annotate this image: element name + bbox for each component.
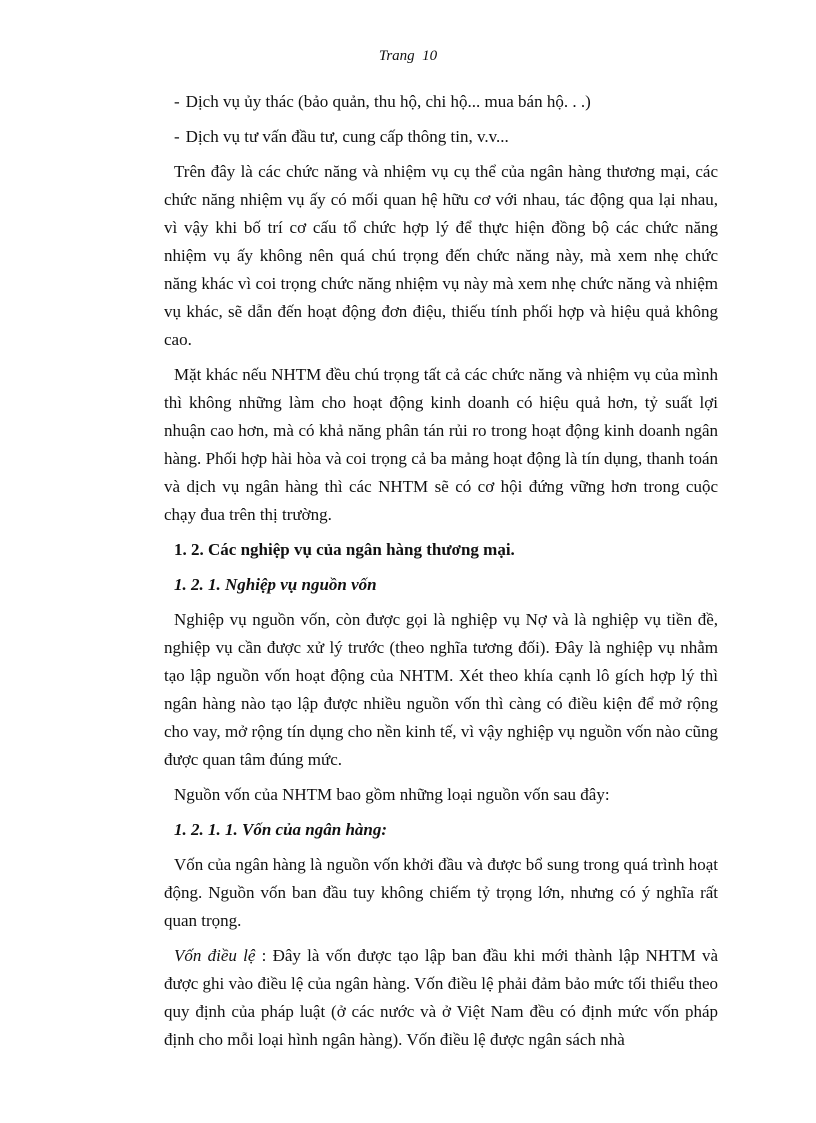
subsection-heading: 1. 2. 1. Nghiệp vụ nguồn vốn: [174, 575, 377, 594]
paragraph-bank-capital: Vốn của ngân hàng là nguồn vốn khởi đầu và được bổ sung trong quá trình hoạt động. Nguồn vốn ban đầu tuy không chiếm tỷ trọng lớn, nhưng có ý nghĩa rất quan trọng.: [164, 855, 718, 930]
page-header: [0, 48, 816, 65]
bullet-text: Dịch vụ ủy thác (bảo quản, thu hộ, chi hộ... mua bán hộ. . .): [185, 92, 591, 111]
paragraph-charter-capital: [164, 942, 718, 1054]
paragraph-capital-sources: Nguồn vốn của NHTM bao gồm những loại nguồn vốn sau đây:: [174, 785, 610, 804]
bullet-text: Dịch vụ tư vấn đầu tư, cung cấp thông tin, v.v...: [185, 127, 509, 146]
bullet-item: [164, 88, 718, 116]
bullet-item: [164, 123, 718, 151]
paragraph-functions-summary: Trên đây là các chức năng và nhiệm vụ cụ thể của ngân hàng thương mại, các chức năng nhiệm vụ ấy có mối quan hệ hữu cơ với nhau, tác động qua lại nhau, vì vậy khi bố trí cơ cấu tổ chức hợp lý để thực hiện đồng bộ các chức năng nhiệm vụ ấy không nên quá chú trọng đến chức năng này, mà xem nhẹ chức năng khác vì coi trọng chức năng nhiệm vụ này mà xem nhẹ chức năng và nhiệm vụ khác, sẽ dẫn đến hoạt động đơn điệu, thiếu tính phối hợp và hiệu quả không cao.: [164, 162, 718, 349]
subsubsection-heading: 1. 2. 1. 1. Vốn của ngân hàng:: [174, 820, 388, 839]
bullet-dash: -: [174, 92, 180, 111]
section-heading: 1. 2. Các nghiệp vụ của ngân hàng thương mại.: [174, 540, 515, 559]
paragraph-nhtm-focus: Mặt khác nếu NHTM đều chú trọng tất cả các chức năng và nhiệm vụ của mình thì không những làm cho hoạt động kinh doanh có hiệu quả hơn, tỷ suất lợi nhuận cao hơn, mà có khả năng phân tán rủi ro trong hoạt động kinh doanh ngân hàng. Phối hợp hài hòa và coi trọng cả ba mảng hoạt động là tín dụng, thanh toán và dịch vụ ngân hàng thì các NHTM sẽ có cơ hội đứng vững hơn trong cuộc chạy đua trên thị trường.: [164, 365, 718, 524]
paragraph-capital-operations: Nghiệp vụ nguồn vốn, còn được gọi là nghiệp vụ Nợ và là nghiệp vụ tiền đề, nghiệp vụ cần được xử lý trước (theo nghĩa tương đối). Đây là nghiệp vụ nhằm tạo lập nguồn vốn hoạt động của NHTM. Xét theo khía cạnh lô gích hợp lý thì ngân hàng nào tạo lập được nhiều nguồn vốn thì càng có điều kiện để mở rộng cho vay, mở rộng tín dụng cho nền kinh tế, vì vậy nghiệp vụ nguồn vốn nào cũng được quan tâm đúng mức.: [164, 610, 718, 769]
page-label: Trang: [378, 48, 415, 64]
bullet-dash: -: [174, 127, 180, 146]
term-charter-capital: Vốn điều lệ: [174, 946, 256, 965]
charter-capital-text: : Đây là vốn được tạo lập ban đầu khi mới thành lập NHTM và được ghi vào điều lệ của ngân hàng. Vốn điều lệ phải đảm bảo mức tối thiểu theo quy định của pháp luật (ở các nước và ở Việt Nam đều có định mức vốn pháp định cho mỗi loại hình ngân hàng). Vốn điều lệ được ngân sách nhà: [164, 946, 718, 1049]
document-body: [164, 88, 718, 1061]
page-number: 10: [422, 48, 438, 64]
